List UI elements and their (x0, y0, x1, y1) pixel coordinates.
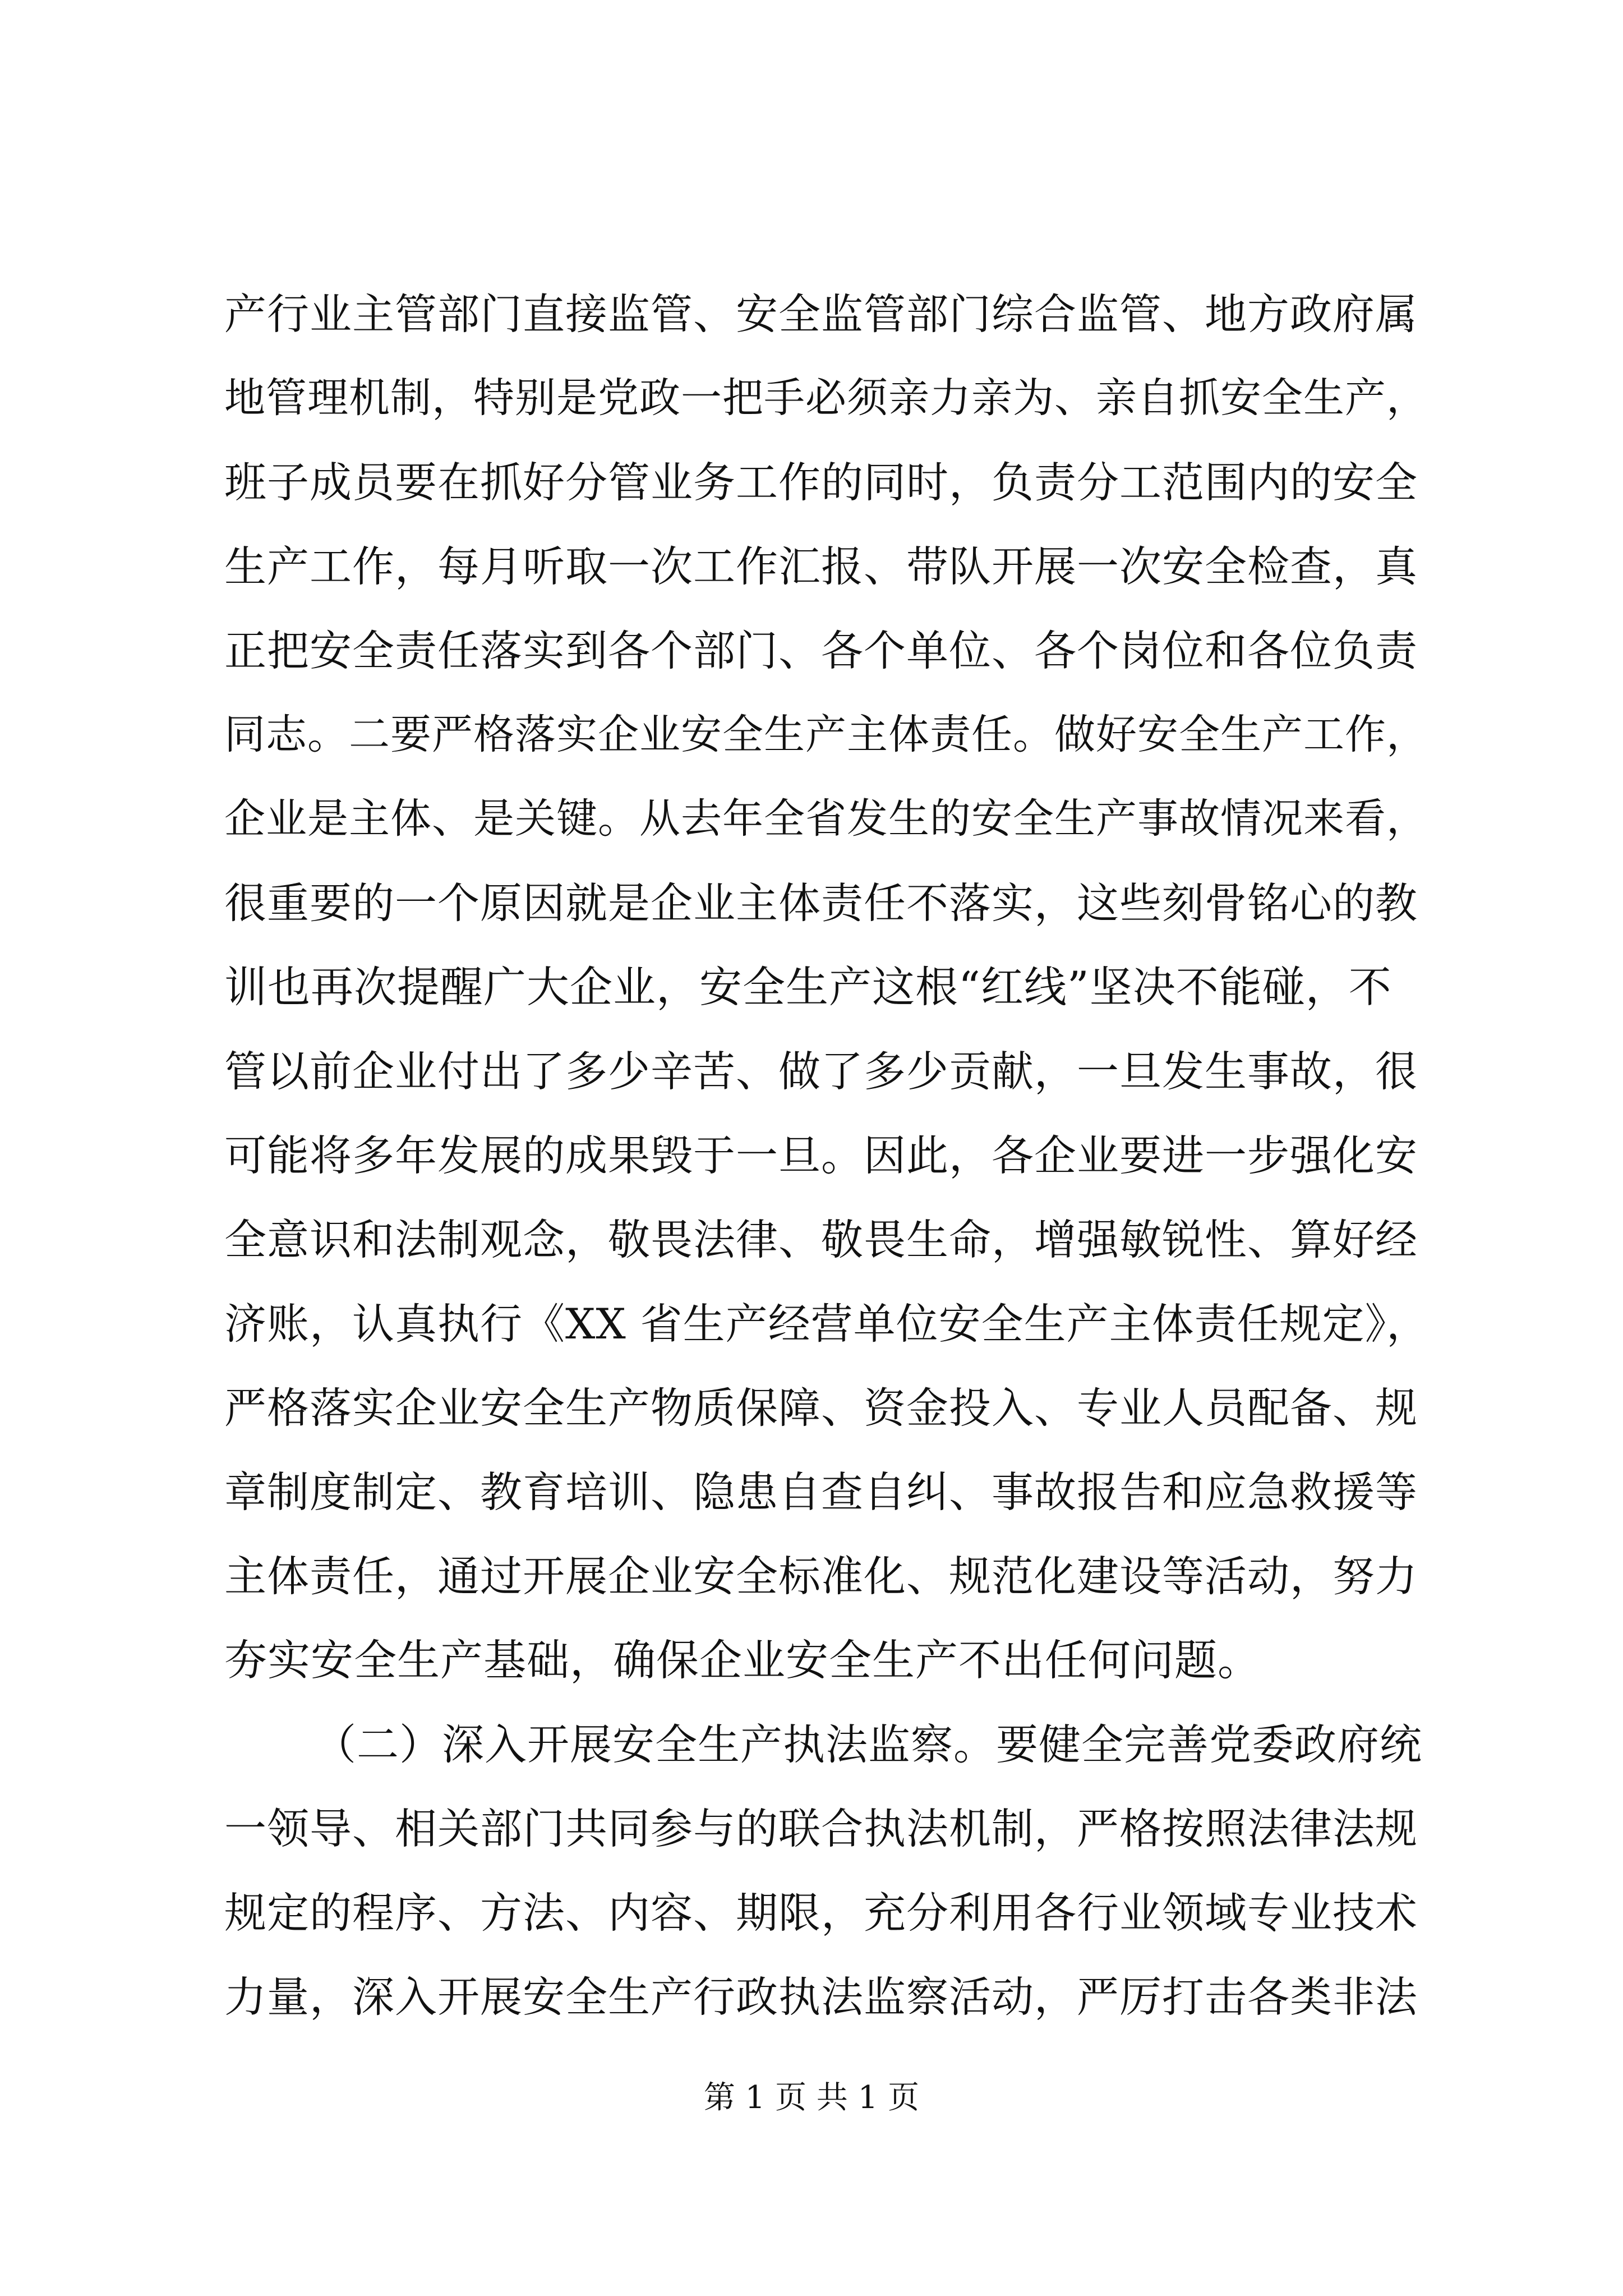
body-text-line: 生产工作，每月听取一次工作汇报、带队开展一次安全检查，真 (224, 542, 1418, 591)
body-text-line: 产行业主管部门直接监管、安全监管部门综合监管、地方政府属 (224, 289, 1418, 339)
body-text-line: 班子成员要在抓好分管业务工作的同时，负责分工范围内的安全 (224, 458, 1418, 507)
body-text-line: 管以前企业付出了多少辛苦、做了多少贡献，一旦发生事故，很 (224, 1047, 1418, 1096)
body-text-line: 正把安全责任落实到各个部门、各个单位、各个岗位和各位负责 (224, 626, 1418, 675)
body-text-line: 一领导、相关部门共同参与的联合执法机制，严格按照法律法规 (224, 1804, 1418, 1853)
body-text-line: 夯实安全生产基础，确保企业安全生产不出任何问题。 (224, 1635, 1261, 1685)
body-text-line: 很重要的一个原因就是企业主体责任不落实，这些刻骨铭心的教 (224, 878, 1418, 928)
body-text-line: 济账，认真执行《XX 省生产经营单位安全生产主体责任规定》， (224, 1299, 1430, 1349)
body-text-line: 规定的程序、方法、内容、期限，充分利用各行业领域专业技术 (224, 1888, 1418, 1938)
body-text-line: 主体责任，通过开展企业安全标准化、规范化建设等活动，努力 (224, 1552, 1418, 1601)
body-text-line: 可能将多年发展的成果毁于一旦。因此，各企业要进一步强化安 (224, 1131, 1418, 1180)
body-text-line: 地管理机制，特别是党政一把手必须亲力亲为、亲自抓安全生产， (224, 374, 1428, 422)
body-text-line: 同志。二要严格落实企业安全生产主体责任。做好安全生产工作， (224, 711, 1428, 758)
body-text-line: 力量，深入开展安全生产行政执法监察活动，严厉打击各类非法 (224, 1972, 1418, 2022)
body-text-line: 严格落实企业安全生产物质保障、资金投入、专业人员配备、规 (224, 1383, 1418, 1433)
body-text-line: 全意识和法制观念，敬畏法律、敬畏生命，增强敏锐性、算好经 (224, 1215, 1418, 1264)
page-number-footer: 第 1 页 共 1 页 (703, 2079, 920, 2116)
body-text-line: 训也再次提醒广大企业，安全生产这根“红线”坚决不能碰，不 (224, 962, 1392, 1012)
section-heading-line: （二）深入开展安全生产执法监察。要健全完善党委政府统 (314, 1720, 1423, 1769)
body-text-line: 企业是主体、是关键。从去年全省发生的安全生产事故情况来看， (224, 795, 1428, 843)
body-text-line: 章制度制定、教育培训、隐患自查自纠、事故报告和应急救援等 (224, 1467, 1418, 1517)
